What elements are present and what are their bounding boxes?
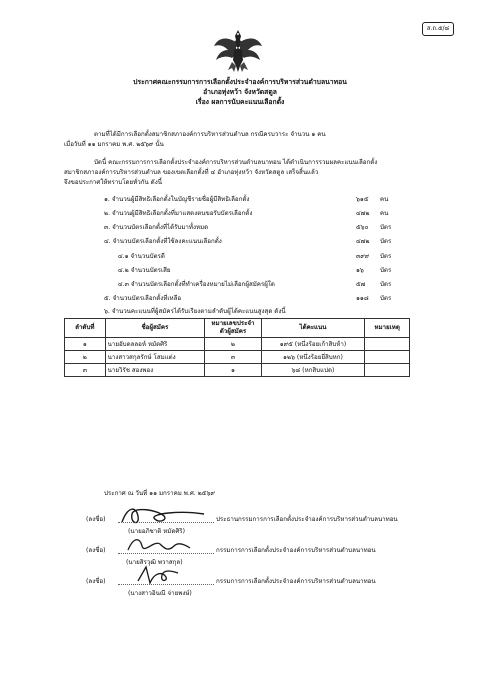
signature-scribble-icon — [118, 502, 208, 528]
document-code: ส.ถ.๕/๘ — [422, 22, 454, 36]
item-6-label: ๖. จำนวนคะแนนที่ผู้สมัครได้รับเรียงตามลำดับผู้ได้คะแนนสูงสุด ดังนี้ — [104, 308, 286, 315]
cell-order: ๒ — [65, 351, 106, 364]
results-table — [64, 318, 410, 377]
cell-number: ๒ — [205, 338, 262, 351]
stat-value: ๖๑๕ — [356, 196, 369, 203]
cell-number: ๑ — [205, 364, 262, 377]
sign-name: (นายสิรวุฒิ พวาสกุล) — [126, 559, 183, 566]
intro-line-3: บัดนี้ คณะกรรมการการเลือกตั้งประจำองค์การบริหารส่วนตำบลนาทอน ได้ดำเนินการรวมผลคะแนนเลือกตั้ง — [94, 159, 378, 166]
stat-unit: บัตร — [380, 238, 392, 245]
cell-number: ๓ — [205, 351, 262, 364]
sign-position: ประธานกรรมการการเลือกตั้งประจำองค์การบริหารส่วนตำบลนาทอน — [216, 516, 398, 523]
sign-line — [118, 522, 214, 523]
stat-value: ๔๗๒ — [356, 238, 370, 245]
sign-position: กรรมการการเลือกตั้งประจำองค์การบริหารส่วนตำบลนาทอน — [216, 578, 376, 585]
col-header-name: ชื่อผู้สมัคร — [105, 319, 205, 338]
cell-name: นางสาวสกุลรักษ์ โสมแต่ง — [105, 351, 205, 364]
intro-line-4: สมาชิกสภาองค์การบริหารส่วนตำบล ของเขตเลือกตั้งที่ ๔ อำเภอทุ่งหว้า จังหวัดสตูล เสร็จสิ้นแล้ว — [64, 169, 319, 176]
stat-unit: คน — [380, 196, 389, 203]
stat-value: ๕๗ — [356, 281, 366, 288]
sign-line — [118, 584, 214, 585]
cell-name: นายอับดลลอห์ หมัดศิริ — [105, 338, 205, 351]
stat-label: ๔. จำนวนบัตรเลือกตั้งที่ใช้ลงคะแนนเลือกตั้ง — [104, 238, 222, 245]
sign-label: (ลงชื่อ) — [86, 578, 106, 585]
stat-value: ๓๙๙ — [356, 253, 370, 260]
table-row — [65, 338, 410, 351]
stat-unit: บัตร — [380, 224, 392, 231]
sign-label: (ลงชื่อ) — [86, 516, 106, 523]
cell-order: ๑ — [65, 338, 106, 351]
doc-title: ประกาศคณะกรรมการการเลือกตั้งประจำองค์การบริหารส่วนตำบลนาทอน — [133, 78, 347, 86]
cell-remark — [365, 338, 410, 351]
sign-label: (ลงชื่อ) — [86, 547, 106, 554]
stat-value: ๑๑๘ — [356, 295, 369, 302]
doc-district: อำเภอทุ่งหว้า จังหวัดสตูล — [203, 88, 277, 96]
intro-line-1: ตามที่ได้มีการเลือกตั้งสมาชิกสภาองค์การบริหารส่วนตำบล กรณีครบวาระ จำนวน ๑ คน — [94, 131, 326, 138]
cell-score: ๖๘ (หกสิบแปด) — [261, 364, 365, 377]
stat-label: ๓. จำนวนบัตรเลือกตั้งที่ได้รับมาทั้งหมด — [104, 224, 209, 231]
cell-remark — [365, 351, 410, 364]
stat-value: ๔๗๒ — [356, 210, 370, 217]
sign-name: (นางสาวอินณี จ่ายพงษ์) — [128, 590, 192, 597]
stat-unit: บัตร — [380, 281, 392, 288]
sign-name: (นายอภิชาติ หมัดศิริ) — [128, 528, 186, 535]
sign-position: กรรมการการเลือกตั้งประจำองค์การบริหารส่วนตำบลนาทอน — [216, 547, 376, 554]
stat-label: ๔.๓ จำนวนบัตรเลือกตั้งที่ทำเครื่องหมายไม่เลือกผู้สมัครผู้ใด — [118, 281, 275, 288]
cell-order: ๓ — [65, 364, 106, 377]
table-header-row — [65, 319, 410, 338]
col-header-number: หมายเลขประจำตัวผู้สมัคร — [205, 319, 262, 338]
intro-line-5: จึงขอประกาศให้ทราบโดยทั่วกัน ดังนี้ — [64, 179, 162, 186]
col-header-order: ลำดับที่ — [65, 319, 106, 338]
stat-label: ๑. จำนวนผู้มีสิทธิเลือกตั้งในบัญชีรายชื่อผู้มีสิทธิเลือกตั้ง — [104, 196, 250, 203]
stat-unit: บัตร — [380, 267, 392, 274]
stat-unit: บัตร — [380, 253, 392, 260]
table-row — [65, 364, 410, 377]
stat-label: ๕. จำนวนบัตรเลือกตั้งที่เหลือ — [104, 295, 182, 302]
table-row — [65, 351, 410, 364]
doc-subject: เรื่อง ผลการนับคะแนนเลือกตั้ง — [195, 98, 285, 106]
stat-value: ๑๖ — [356, 267, 364, 274]
stat-label: ๔.๑ จำนวนบัตรดี — [118, 253, 165, 260]
intro-line-2: เมื่อวันที่ ๑๑ มกราคม พ.ศ. ๒๕๖๙ นั้น — [64, 141, 164, 148]
stat-label: ๒. จำนวนผู้มีสิทธิเลือกตั้งที่มาแสดงตนขอรับบัตรเลือกตั้ง — [104, 210, 253, 217]
sign-line — [118, 553, 214, 554]
announce-date: ประกาศ ณ วันที่ ๑๑ มกราคม พ.ศ. ๒๕๖๙ — [104, 490, 215, 497]
col-header-score: ได้คะแนน — [261, 319, 365, 338]
stat-unit: คน — [380, 210, 389, 217]
cell-score: ๑๒๖ (หนึ่งร้อยยี่สิบหก) — [261, 351, 365, 364]
stat-unit: บัตร — [380, 295, 392, 302]
garuda-emblem-icon — [212, 26, 264, 76]
cell-score: ๑๙๕ (หนึ่งร้อยเก้าสิบห้า) — [261, 338, 365, 351]
col-header-remark: หมายเหตุ — [365, 319, 410, 338]
cell-name: นายวิรัช สองพอง — [105, 364, 205, 377]
cell-remark — [365, 364, 410, 377]
stat-value: ๕๖๐ — [356, 224, 369, 231]
stat-label: ๔.๒ จำนวนบัตรเสีย — [118, 267, 171, 274]
